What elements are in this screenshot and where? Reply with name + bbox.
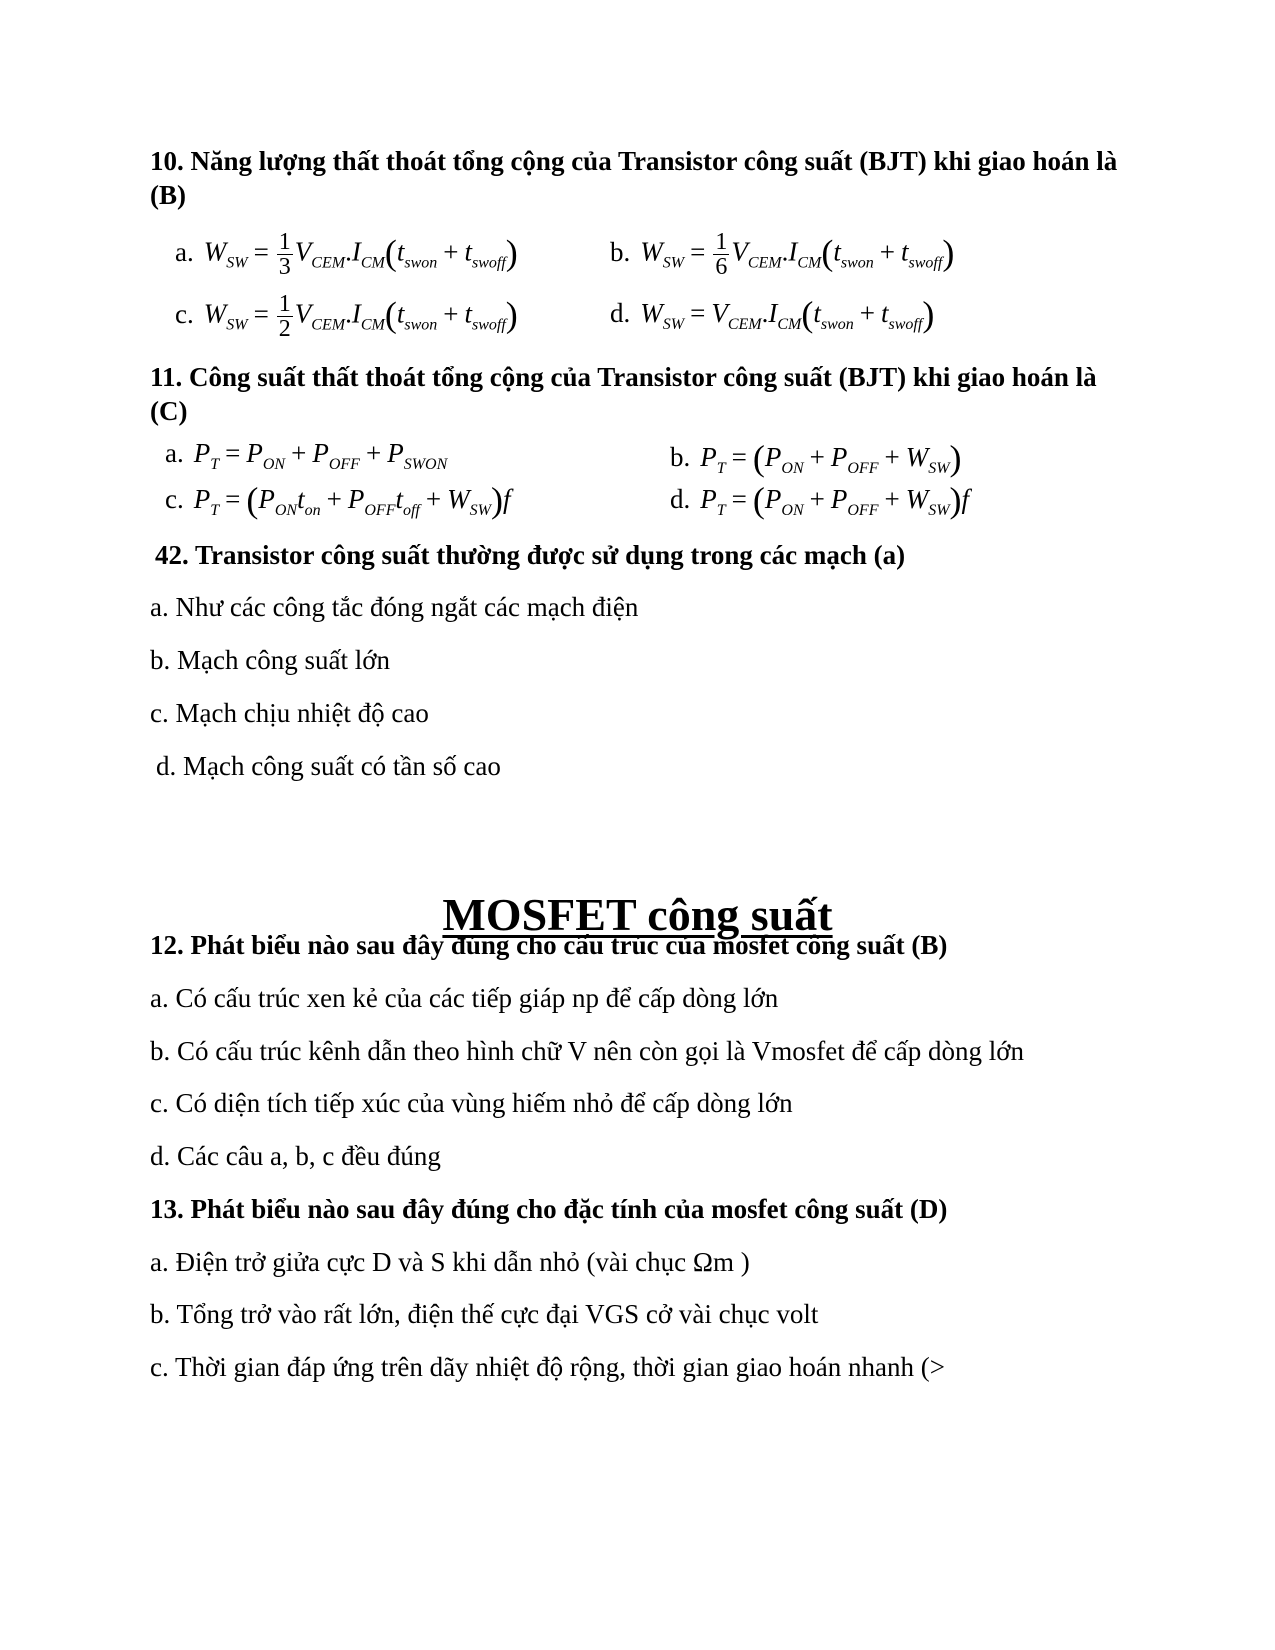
q13-option-c: c. Thời gian đáp ứng trên dãy nhiệt độ rộng, thời gian giao hoán nhanh (> [150,1352,945,1382]
option-label: c. [175,298,194,329]
fraction: $\frac{1}{2}$ [278,291,291,342]
fraction: $\frac{1}{3}$ [278,229,291,280]
q10-option-c-formula: c. $W_{SW}$ = $\frac{1}{2}$ $V_{CEM}.I_{CM}(t_{swon} + t_{swoff})$ [175,291,518,342]
question-10-title: 10. Năng lượng thất thoát tổng cộng của Transistor công suất (BJT) khi giao hoán là (B) [150,146,1118,210]
question-12-title: 12. Phát biểu nào sau đây đúng cho cấu trúc của mosfet công suất (B) [150,930,948,960]
option-label: d. [610,298,631,328]
q11-option-d-formula: d. $P_T = (P_{ON} + P_{OFF} + W_{SW})f$ [670,480,970,520]
option-label: c. [165,484,184,514]
option-label: d. [670,484,691,514]
q42-option-a: a. Như các công tắc đóng ngắt các mạch điện [150,592,639,622]
q12-option-d: d. Các câu a, b, c đều đúng [150,1141,441,1171]
q11-option-b-formula: b. $P_T = (P_{ON} + P_{OFF} + W_{SW})$ [670,438,962,478]
question-11-title: 11. Công suất thất thoát tổng cộng của Transistor công suất (BJT) khi giao hoán là (C) [150,362,1097,426]
q13-option-a: a. Điện trở giửa cực D và S khi dẫn nhỏ (vài chục Ωm ) [150,1247,750,1277]
option-label: b. [670,442,691,472]
fraction: $\frac{1}{6}$ [715,229,728,280]
q13-option-b: b. Tổng trở vào rất lớn, điện thế cực đại VGS cở vài chục volt [150,1299,819,1329]
q42-option-b: b. Mạch công suất lớn [150,645,390,675]
q12-option-a: a. Có cấu trúc xen kẻ của các tiếp giáp np để cấp dòng lớn [150,983,779,1013]
section-title: MOSFET công suất [442,889,833,940]
q11-option-a-formula: a. $P_T = P_{ON} + P_{OFF} + P_{SWON}$ [165,438,448,473]
question-13-title: 13. Phát biểu nào sau đây đúng cho đặc tính của mosfet công suất (D) [150,1194,948,1224]
option-label: a. [165,438,184,468]
option-label: b. [610,236,631,267]
q42-option-c: c. Mạch chịu nhiệt độ cao [150,698,429,728]
q12-option-b: b. Có cấu trúc kênh dẫn theo hình chữ V nên còn gọi là Vmosfet để cấp dòng lớn [150,1036,1024,1066]
q12-option-c: c. Có diện tích tiếp xúc của vùng hiếm nhỏ để cấp dòng lớn [150,1088,793,1118]
q11-option-c-formula: c. $P_T = (P_{ON}t_{on} + P_{OFF}t_{off} + W_{SW})f$ [165,480,511,520]
option-label: a. [175,236,194,267]
question-42-title: 42. Transistor công suất thường được sử dụng trong các mạch (a) [155,540,906,570]
q10-option-a-formula: a. $W_{SW}$ = $\frac{1}{3}$ $V_{CEM}.I_{CM}(t_{swon} + t_{swoff})$ [175,229,518,280]
q42-option-d: d. Mạch công suất có tần số cao [156,751,501,781]
q10-option-d-formula: d. $W_{SW} = V_{CEM}.I_{CM}(t_{swon} + t_{swoff})$ [610,294,935,334]
q10-option-b-formula: b. $W_{SW}$ = $\frac{1}{6}$ $V_{CEM}.I_{CM}(t_{swon} + t_{swoff})$ [610,229,955,280]
